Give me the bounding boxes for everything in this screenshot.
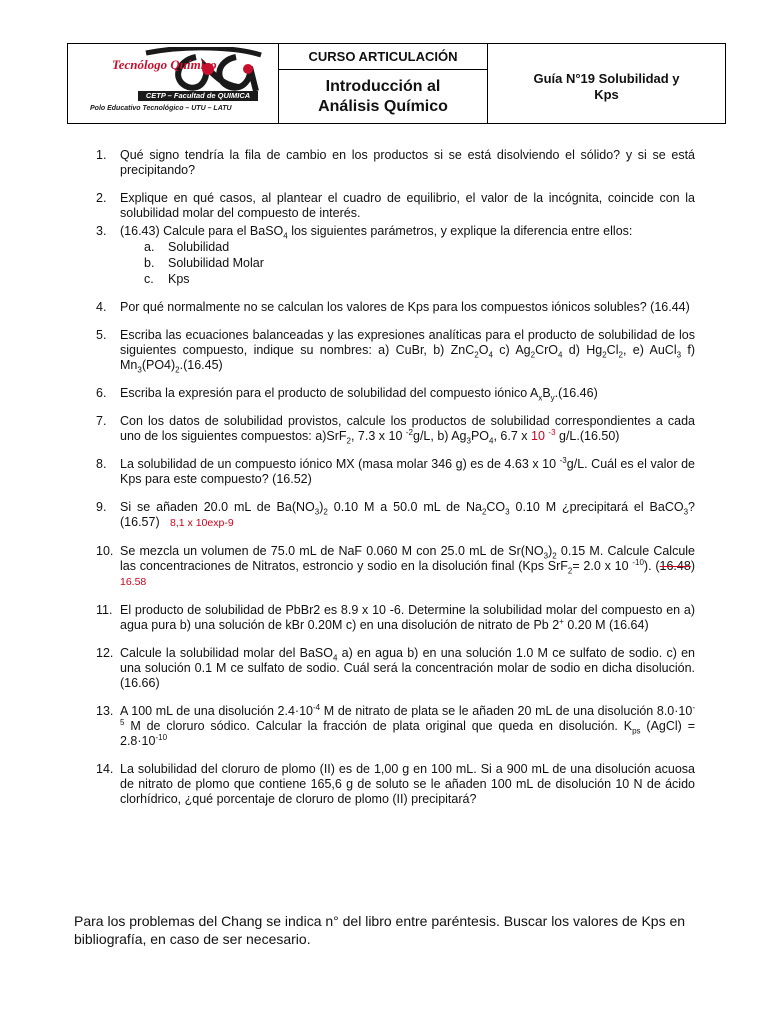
subscript: 3	[466, 436, 471, 446]
annotation-note: 8,1 x 10exp-9	[170, 517, 234, 529]
sub-item-text: Solubilidad	[168, 240, 230, 254]
subject-line-2: Análisis Químico	[318, 97, 448, 115]
subscript: 2	[567, 566, 573, 576]
question-list	[96, 148, 695, 820]
question-number: 5.	[96, 328, 107, 342]
question-text: f) Mn	[120, 343, 696, 372]
question-text: .(16.45)	[179, 358, 223, 372]
question-number: 8.	[96, 457, 107, 471]
question-text: los siguientes parámetros, y explique la diferencia entre ellos:	[287, 224, 633, 238]
subscript: 2	[530, 350, 536, 360]
subscript: 4	[332, 653, 338, 663]
question-number: 9.	[96, 500, 107, 514]
subscript: 2	[474, 350, 479, 360]
question-text: El producto de solubilidad de PbBr2 es 8.9 x 10 -6. Determine la solubilidad molar del compuesto en a) agua pura b) una solución de kBr 0.20M c) en una disolución de nitrato de Pb 2	[120, 603, 695, 632]
question-text: 0.15 M. Calcule Calcule las concentraciones de Nitratos, estroncio y sodio en la disolución final (Kps SrF	[120, 544, 696, 573]
annotation-note: 16.58	[120, 576, 147, 588]
course-cell	[279, 44, 488, 123]
question-text: Cl	[606, 343, 619, 357]
question-number: 12.	[96, 646, 114, 660]
question-text: Qué signo tendría la fila de cambio en los productos si se está disolviendo el sólido? y si se está precipitando?	[120, 148, 695, 177]
question-text: M de nitrato de plata se le añaden 20 mL de una disolución 8.0·10	[320, 704, 693, 718]
question-text: , e) AuCl	[622, 343, 677, 357]
question-text: La solubilidad de un compuesto iónico MX (masa molar 346 g) es de 4.63 x 10	[120, 457, 560, 471]
sub-item-a	[144, 239, 695, 255]
question-text: c) Ag	[492, 343, 531, 357]
logo-subtitle: Polo Educativo Tecnológico – UTU – LATU	[90, 105, 232, 112]
sub-item-b	[144, 255, 695, 271]
question-6	[96, 386, 695, 401]
guide-cell	[488, 44, 725, 123]
question-number: 4.	[96, 300, 107, 314]
subscript: 4	[283, 231, 288, 241]
subscript: 2	[175, 365, 180, 375]
superscript: -3	[559, 455, 567, 465]
question-text: ? (16.57)	[120, 500, 695, 529]
subscript: 4	[488, 350, 493, 360]
question-text: )	[690, 559, 695, 573]
superscript: -10	[632, 557, 644, 567]
question-9	[96, 500, 695, 531]
question-1	[96, 148, 695, 178]
question-text: 0.20 M (16.64)	[563, 618, 649, 632]
question-text: Escriba la expresión para el producto de solubilidad del compuesto iónico A	[120, 386, 539, 400]
question-text: ). (	[643, 559, 660, 573]
question-text: )	[319, 500, 324, 514]
question-text: Calcule la solubilidad molar del BaSO	[120, 646, 333, 660]
subscript: 2	[323, 507, 328, 517]
superscript: -10	[155, 732, 168, 742]
question-number: 3.	[96, 224, 107, 238]
logo-cell	[68, 44, 279, 123]
sub-item-letter: c.	[144, 272, 154, 286]
subscript: 3	[683, 507, 689, 517]
sub-item-letter: b.	[144, 256, 155, 270]
question-text: M de cloruro sódico. Calcular la fracción de plata original que queda en disolución. K	[124, 719, 633, 733]
subject-title	[279, 70, 487, 123]
subscript: 3	[543, 551, 549, 561]
subscript: 2	[552, 551, 557, 561]
subscript: 2	[602, 350, 607, 360]
subscript: 3	[676, 350, 682, 360]
question-text: Con los datos de solubilidad provistos, calcule los productos de solubilidad correspondientes a cada uno de los siguientes compuestos: a)SrF	[120, 414, 695, 443]
superscript: -2	[405, 427, 413, 437]
sub-item-letter: a.	[144, 240, 155, 254]
question-8	[96, 457, 695, 487]
question-text: 0.10 M a 50.0 mL de Na	[327, 500, 482, 514]
footer-note: Para los problemas del Chang se indica n° del libro entre paréntesis. Buscar los valores de Kps en bibliografía, en caso de ser necesario.	[74, 913, 686, 947]
question-number: 10.	[96, 544, 114, 558]
question-text: B	[542, 386, 551, 400]
question-number: 6.	[96, 386, 107, 400]
question-text: A 100 mL de una disolución 2.4·10	[120, 704, 314, 718]
highlighted-text: 10	[531, 429, 549, 443]
question-12	[96, 646, 695, 691]
subscript: 4	[558, 350, 563, 360]
header-table	[67, 43, 726, 124]
struck-reference: 16.48	[659, 559, 691, 573]
question-2	[96, 191, 695, 221]
sub-item-text: Kps	[168, 272, 190, 286]
question-number: 7.	[96, 414, 107, 428]
question-number: 2.	[96, 191, 107, 205]
guide-line-2: Kps	[594, 86, 619, 102]
question-3	[96, 224, 695, 287]
question-text: g/L.(16.50)	[555, 429, 620, 443]
question-4	[96, 300, 695, 315]
sub-item-c	[144, 271, 695, 287]
question-text: , 7.3 x 10	[350, 429, 406, 443]
question-11	[96, 603, 695, 633]
question-text: 0.10 M ¿precipitará el BaCO	[509, 500, 684, 514]
subject-line-1: Introducción al	[325, 77, 441, 95]
question-number: 13.	[96, 704, 114, 718]
subscript: 3	[314, 507, 320, 517]
question-text: (16.43) Calcule para el BaSO	[120, 224, 284, 238]
question-text: PO	[470, 429, 490, 443]
question-text: Por qué normalmente no se calculan los valores de Kps para los compuestos iónicos solubles? (16.44)	[120, 300, 690, 314]
question-5	[96, 328, 695, 373]
question-text: )	[548, 544, 553, 558]
question-number: 14.	[96, 762, 114, 776]
question-text: La solubilidad del cloruro de plomo (II) es de 1,00 g en 100 mL. Si a 900 mL de una disolución acuosa de nitrato de plomo que contiene 165,6 g de soluto se le añaden 100 mL de disolución 10 N de ácido clorhídrico, ¿qué porcentaje de cloruro de plomo (II) precipitará?	[120, 762, 695, 806]
question-text: (PO4)	[141, 358, 176, 372]
question-number: 1.	[96, 148, 107, 162]
course-name: CURSO ARTICULACIÓN	[279, 44, 487, 70]
subscript: y	[550, 393, 555, 403]
sub-item-text: Solubilidad Molar	[168, 256, 264, 270]
subscript: 3	[505, 507, 510, 517]
question-text: CO	[486, 500, 506, 514]
question-text: , 6.7 x	[493, 429, 532, 443]
question-text: a) en agua b) en una solución 1.0 M ce sulfato de sodio. c) en una solución 0.1 M ce sulfato de sodio. Cuál será la concentración molar de sodio en dicha disolución. (16.66)	[120, 646, 695, 690]
sub-items	[120, 239, 695, 287]
question-text: CrO	[535, 343, 558, 357]
guide-line-1: Guía N°19 Solubilidad y	[533, 70, 680, 86]
subscript: 2	[346, 436, 351, 446]
superscript: -4	[313, 702, 321, 712]
question-text: Escriba las ecuaciones balanceadas y las expresiones analíticas para el producto de solubilidad de los siguientes compuesto, indique su nombres: a) CuBr, b) ZnC	[120, 328, 695, 357]
question-14	[96, 762, 695, 807]
question-text: g/L. Cuál es el valor de Kps para este compuesto? (16.52)	[120, 457, 695, 486]
logo-bar: CETP – Facultad de QUIMICA	[138, 91, 258, 101]
question-text: Si se añaden 20.0 mL de Ba(NO	[120, 500, 315, 514]
subscript: 2	[618, 350, 623, 360]
superscript: +	[559, 616, 564, 626]
question-text: Se mezcla un volumen de 75.0 mL de NaF 0.060 M con 25.0 mL de Sr(NO	[120, 544, 544, 558]
question-text: O	[478, 343, 489, 357]
question-13	[96, 704, 695, 749]
question-text: g/L, b) Ag	[413, 429, 467, 443]
question-text: (AgCl) = 2.8·10	[120, 719, 695, 748]
question-text: .(16.46)	[554, 386, 598, 400]
question-text: = 2.0 x 10	[572, 559, 633, 573]
subscript: 2	[481, 507, 487, 517]
logo-title: Tecnólogo Químico	[112, 57, 217, 72]
subscript: ps	[632, 726, 641, 736]
question-text: Explique en qué casos, al plantear el cuadro de equilibrio, el valor de la incógnita, coincide con la solubilidad molar del compuesto de interés.	[120, 191, 695, 220]
question-10	[96, 544, 695, 590]
question-7	[96, 414, 695, 444]
question-text: d) Hg	[562, 343, 603, 357]
superscript: -3	[548, 427, 556, 437]
subscript: x	[538, 393, 543, 403]
superscript: -5	[120, 702, 695, 727]
question-number: 11.	[96, 603, 113, 617]
subscript: 4	[489, 436, 494, 446]
subscript: 3	[137, 365, 142, 375]
